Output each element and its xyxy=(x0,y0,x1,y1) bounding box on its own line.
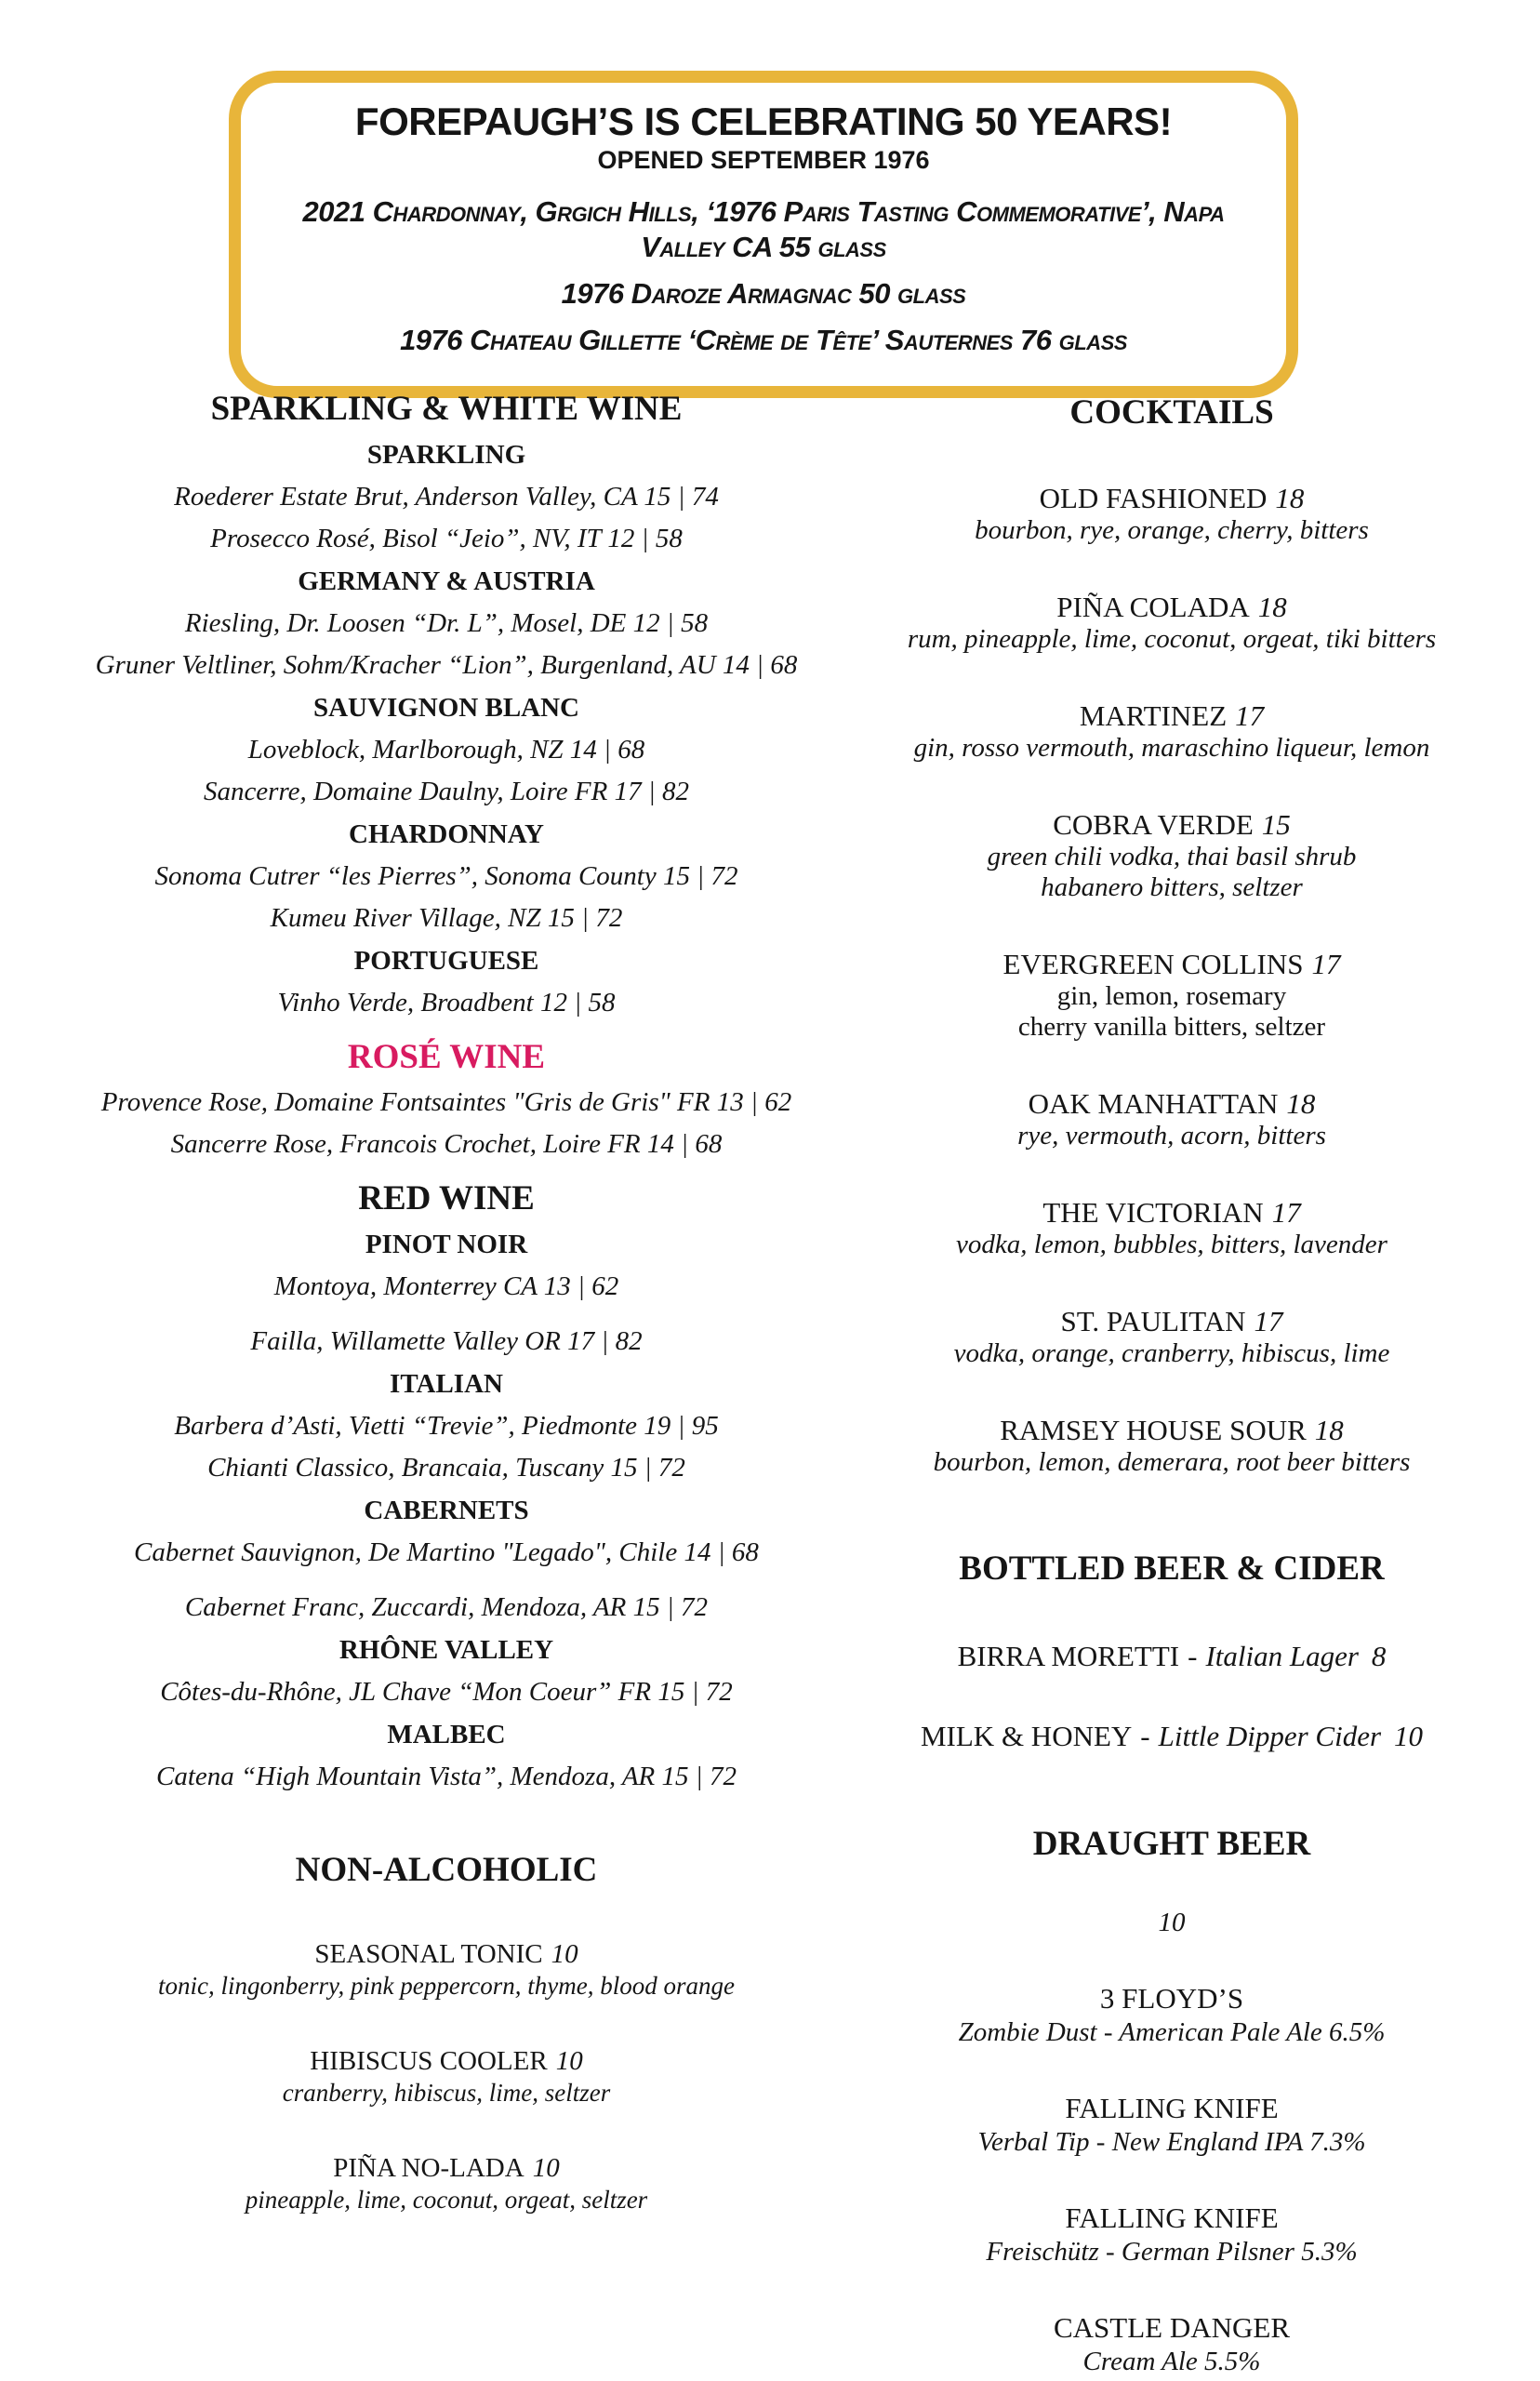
draught-beer-name: FALLING KNIFE xyxy=(1065,2092,1279,2124)
draught-beer-item xyxy=(878,2201,1466,2268)
subsection-header: GERMANY & AUSTRIA xyxy=(298,566,595,596)
cocktail-item xyxy=(878,808,1466,903)
cocktail-name: OAK MANHATTAN xyxy=(1028,1087,1279,1120)
cocktail-desc: vodka, orange, cranberry, hibiscus, lime xyxy=(953,1338,1390,1368)
wine-item: Kumeu River Village, NZ 15 | 72 xyxy=(270,903,623,933)
wine-item: Prosecco Rosé, Bisol “Jeio”, NV, IT 12 | 58 xyxy=(210,524,683,553)
draught-beer-desc: Verbal Tip - New England IPA 7.3% xyxy=(977,2127,1366,2157)
non-alcoholic-item xyxy=(78,2151,815,2215)
non-alcoholic-item xyxy=(78,1937,815,2002)
cocktail-desc: rum, pineapple, lime, coconut, orgeat, tiki bitters xyxy=(907,624,1437,654)
cocktail-name-line xyxy=(878,1414,1466,1447)
wine-item: Cabernet Franc, Zuccardi, Mendoza, AR 15 | 72 xyxy=(184,1592,709,1622)
draught-beer-desc: Zombie Dust - American Pale Ale 6.5% xyxy=(958,2017,1386,2047)
cocktail-item xyxy=(878,699,1466,764)
draught-beer-item xyxy=(878,1981,1466,2048)
cocktail-item xyxy=(878,1305,1466,1369)
cocktail-item xyxy=(878,1196,1466,1260)
left-column xyxy=(78,376,815,2215)
cocktail-name-line xyxy=(878,482,1466,515)
wine-item: Montoya, Monterrey CA 13 | 62 xyxy=(273,1271,619,1301)
na-item-desc: cranberry, hibiscus, lime, seltzer xyxy=(282,2079,611,2107)
na-item-desc: tonic, lingonberry, pink peppercorn, thyme, blood orange xyxy=(158,1972,735,2000)
wine-item: Barbera d’Asti, Vietti “Trevie”, Piedmonte 19 | 95 xyxy=(174,1411,719,1441)
bottled-beer-item xyxy=(878,1640,1466,1673)
cocktail-desc: rye, vermouth, acorn, bitters xyxy=(1017,1121,1326,1151)
wine-item: Loveblock, Marlborough, NZ 14 | 68 xyxy=(247,735,645,765)
banner-featured-list xyxy=(269,194,1258,358)
bottled-beer-separator: - xyxy=(1188,1640,1198,1672)
na-item-name: SEASONAL TONIC xyxy=(314,1939,543,1969)
draught-beer-name: CASTLE DANGER xyxy=(1053,2311,1291,2344)
wine-item: Côtes-du-Rhône, JL Chave “Mon Coeur” FR 15 | 72 xyxy=(160,1677,733,1707)
cocktail-price: 17 xyxy=(1254,1305,1283,1337)
wine-item: Provence Rose, Domaine Fontsaintes "Gris de Gris" FR 13 | 62 xyxy=(100,1087,792,1117)
non-alcoholic-item xyxy=(78,2044,815,2108)
draught-beer-name: 3 FLOYD’S xyxy=(1099,1982,1244,2015)
anniversary-banner xyxy=(229,71,1298,398)
banner-featured-item: 1976 Chateau Gillette ‘Crème de Tête’ Sauternes 76 glass xyxy=(400,324,1127,356)
cocktail-price: 17 xyxy=(1311,948,1341,980)
section-header: RED WINE xyxy=(358,1179,535,1217)
cocktail-item xyxy=(878,591,1466,655)
cocktail-desc: vodka, lemon, bubbles, bitters, lavender xyxy=(956,1230,1387,1259)
cocktail-name-line xyxy=(878,1196,1466,1230)
cocktail-name: OLD FASHIONED xyxy=(1039,482,1268,514)
cocktail-name: EVERGREEN COLLINS xyxy=(1002,948,1304,980)
wine-item: Chianti Classico, Brancaia, Tuscany 15 | 72 xyxy=(207,1453,685,1483)
na-item-name-line xyxy=(78,2151,815,2185)
subsection-header: PORTUGUESE xyxy=(353,946,539,976)
cocktail-price: 18 xyxy=(1286,1087,1316,1120)
right-column xyxy=(878,389,1466,2377)
draught-price: 10 xyxy=(1158,1908,1186,1937)
subsection-header: CABERNETS xyxy=(364,1496,529,1525)
cocktail-price: 15 xyxy=(1261,808,1291,841)
cocktail-name: ST. PAULITAN xyxy=(1060,1305,1246,1337)
bottled-beer-list xyxy=(878,1640,1466,1753)
wine-item: Riesling, Dr. Loosen “Dr. L”, Mosel, DE 12 | 58 xyxy=(184,608,709,638)
subsection-header: RHÔNE VALLEY xyxy=(339,1635,554,1665)
banner-title: FOREPAUGH’S IS CELEBRATING 50 YEARS! xyxy=(354,100,1173,143)
na-item-price: 10 xyxy=(551,1939,578,1969)
rose-section-header: ROSÉ WINE xyxy=(347,1038,546,1076)
wine-item: Sonoma Cutrer “les Pierres”, Sonoma County 15 | 72 xyxy=(154,861,738,891)
na-item-name: HIBISCUS COOLER xyxy=(310,2046,548,2076)
cocktail-item xyxy=(878,948,1466,1043)
subsection-header: SAUVIGNON BLANC xyxy=(312,693,579,723)
wine-item: Vinho Verde, Broadbent 12 | 58 xyxy=(277,988,616,1018)
wine-item: Sancerre Rose, Francois Crochet, Loire FR 14 | 68 xyxy=(170,1129,723,1159)
draught-beer-name: FALLING KNIFE xyxy=(1065,2201,1279,2234)
cocktail-name: RAMSEY HOUSE SOUR xyxy=(1000,1414,1307,1446)
section-header: NON-ALCOHOLIC xyxy=(295,1851,598,1889)
cocktail-desc: cherry vanilla bitters, seltzer xyxy=(1017,1012,1326,1042)
banner-featured-item: 1976 Daroze Armagnac 50 glass xyxy=(561,277,966,310)
bottled-beer-header: BOTTLED BEER & CIDER xyxy=(959,1550,1385,1588)
bottled-beer-name: MILK & HONEY xyxy=(920,1720,1133,1752)
bottled-beer-item xyxy=(878,1720,1466,1753)
subsection-header: ITALIAN xyxy=(390,1369,503,1399)
cocktails-header: COCKTAILS xyxy=(1069,393,1274,432)
bottled-beer-price: 10 xyxy=(1394,1720,1424,1752)
na-item-price: 10 xyxy=(532,2153,560,2183)
draught-beer-item xyxy=(878,2310,1466,2377)
cocktail-name: MARTINEZ xyxy=(1079,699,1228,732)
cocktail-name: COBRA VERDE xyxy=(1053,808,1254,841)
cocktail-price: 17 xyxy=(1235,699,1265,732)
cocktail-desc: habanero bitters, seltzer xyxy=(1041,872,1303,902)
wine-item: Roederer Estate Brut, Anderson Valley, CA 15 | 74 xyxy=(174,482,719,512)
wine-item: Failla, Willamette Valley OR 17 | 82 xyxy=(250,1326,643,1356)
subsection-header: PINOT NOIR xyxy=(365,1230,528,1259)
subsection-header: CHARDONNAY xyxy=(349,819,544,849)
cocktail-price: 18 xyxy=(1275,482,1305,514)
bottled-beer-desc: Little Dipper Cider xyxy=(1158,1720,1382,1752)
wine-item: Sancerre, Domaine Daulny, Loire FR 17 | 82 xyxy=(203,777,690,806)
cocktail-desc: bourbon, lemon, demerara, root beer bitters xyxy=(933,1447,1411,1477)
draught-beer-item xyxy=(878,2091,1466,2158)
banner-subtitle: OPENED SEPTEMBER 1976 xyxy=(597,146,930,174)
na-item-price: 10 xyxy=(555,2046,583,2076)
na-item-name: PIÑA NO-LADA xyxy=(333,2153,524,2183)
bottled-beer-separator: - xyxy=(1140,1720,1150,1752)
section-header: SPARKLING & WHITE WINE xyxy=(210,390,683,428)
wine-item: Cabernet Sauvignon, De Martino "Legado", Chile 14 | 68 xyxy=(134,1537,759,1567)
cocktail-desc: gin, lemon, rosemary xyxy=(1056,981,1287,1011)
cocktail-name-line xyxy=(878,808,1466,842)
na-item-desc: pineapple, lime, coconut, orgeat, seltzer xyxy=(245,2186,648,2214)
cocktail-price: 18 xyxy=(1314,1414,1344,1446)
cocktail-item xyxy=(878,1087,1466,1151)
cocktail-item xyxy=(878,482,1466,546)
cocktail-desc: green chili vodka, thai basil shrub xyxy=(987,842,1357,871)
subsection-header: SPARKLING xyxy=(366,440,526,470)
draught-beer-list xyxy=(878,1981,1466,2377)
cocktail-price: 17 xyxy=(1271,1196,1301,1229)
bottled-beer-price: 8 xyxy=(1371,1640,1387,1672)
subsection-header: MALBEC xyxy=(387,1720,506,1749)
cocktail-name-line xyxy=(878,948,1466,981)
draught-beer-desc: Freischütz - German Pilsner 5.3% xyxy=(986,2237,1358,2267)
cocktail-desc: gin, rosso vermouth, maraschino liqueur, lemon xyxy=(913,733,1430,763)
cocktail-price: 18 xyxy=(1257,591,1287,623)
cocktails-list xyxy=(878,482,1466,1478)
cocktail-desc: bourbon, rye, orange, cherry, bitters xyxy=(975,515,1369,545)
bottled-beer-name: BIRRA MORETTI xyxy=(957,1640,1180,1672)
wine-item: Catena “High Mountain Vista”, Mendoza, AR 15 | 72 xyxy=(156,1762,737,1791)
cocktail-name: PIÑA COLADA xyxy=(1056,591,1250,623)
draught-beer-desc: Cream Ale 5.5% xyxy=(1082,2347,1261,2376)
cocktail-name-line xyxy=(878,699,1466,733)
na-item-name-line xyxy=(78,1937,815,1971)
banner-featured-item: 2021 Chardonnay, Grgich Hills, ‘1976 Paris Tasting Commemorative’, Napa Valley CA 55 glass xyxy=(302,195,1225,263)
draught-beer-header: DRAUGHT BEER xyxy=(1032,1825,1311,1863)
bottled-beer-desc: Italian Lager xyxy=(1205,1640,1359,1672)
cocktail-name-line xyxy=(878,1305,1466,1338)
wine-item: Gruner Veltliner, Sohm/Kracher “Lion”, Burgenland, AU 14 | 68 xyxy=(95,650,798,680)
na-item-name-line xyxy=(78,2044,815,2078)
cocktail-name: THE VICTORIAN xyxy=(1042,1196,1264,1229)
cocktail-name-line xyxy=(878,1087,1466,1121)
cocktail-item xyxy=(878,1414,1466,1478)
cocktail-name-line xyxy=(878,591,1466,624)
